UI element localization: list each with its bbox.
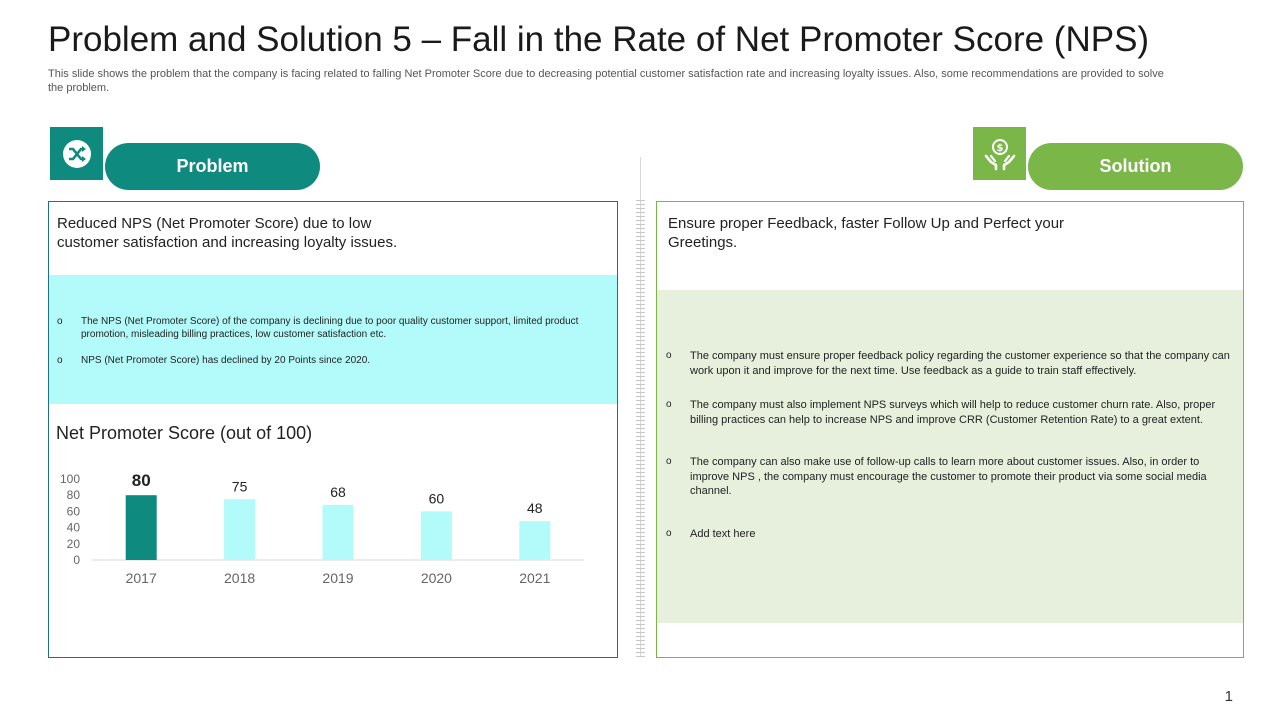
y-tick-label: 40 bbox=[66, 520, 80, 535]
solution-lead: Ensure proper Feedback, faster Follow Up and Perfect your Greetings. bbox=[668, 215, 1065, 251]
x-tick-label: 2019 bbox=[322, 570, 354, 584]
solution-panel bbox=[656, 201, 1244, 658]
problem-panel bbox=[48, 201, 618, 658]
bullet-marker: o bbox=[57, 355, 63, 366]
solution-bullets bbox=[666, 349, 1236, 557]
list-item: o The company can also make use of follow-up calls to learn more about customer issues. Also, in order to improve NPS , the company must encourage the customer to promote their product via some social media channel. bbox=[666, 456, 1207, 497]
page-number: 1 bbox=[1224, 688, 1233, 705]
problem-bullets bbox=[57, 315, 597, 380]
x-tick-label: 2017 bbox=[125, 570, 157, 584]
bar bbox=[126, 495, 157, 560]
bullet-marker: o bbox=[666, 527, 672, 539]
bar bbox=[224, 499, 255, 560]
x-tick-label: 2018 bbox=[224, 570, 256, 584]
y-tick-label: 60 bbox=[66, 504, 80, 519]
data-label: 75 bbox=[231, 478, 248, 495]
list-item: o The company must also implement NPS surveys which will help to reduce customer churn rate. Also, proper billing practices can help to increase NPS and improve CRR (Customer Retention Rate) to a great extent. bbox=[666, 399, 1216, 426]
bar bbox=[421, 511, 452, 560]
bar bbox=[323, 505, 354, 560]
svg-text:$: $ bbox=[996, 142, 1003, 154]
problem-lead: Reduced NPS (Net Promoter Score) due to low customer satisfaction and increasing loyalty issues. bbox=[57, 215, 398, 251]
center-ruler bbox=[636, 200, 645, 657]
nps-bar-chart bbox=[49, 464, 617, 584]
list-item: o Add text here bbox=[666, 527, 756, 540]
list-item: o The NPS (Net Promoter Score) of the company is declining due to poor quality customer support, limited product promotion, misleading billing practices, low customer satisfaction etc. bbox=[57, 316, 579, 340]
bullet-marker: o bbox=[666, 456, 672, 467]
solution-label: Solution bbox=[1028, 143, 1243, 190]
problem-icon-box bbox=[50, 127, 103, 180]
data-label: 48 bbox=[527, 500, 543, 517]
y-tick-label: 0 bbox=[73, 553, 80, 567]
hands-dollar-icon bbox=[982, 136, 1018, 172]
list-item: o NPS (Net Promoter Score) has declined by 20 Points since 2020. bbox=[57, 355, 371, 366]
y-tick-label: 80 bbox=[66, 488, 80, 503]
data-label: 60 bbox=[428, 490, 445, 507]
data-label: 80 bbox=[131, 471, 151, 491]
solution-icon-box bbox=[973, 127, 1026, 180]
slide-title: Problem and Solution 5 – Fall in the Rate of Net Promoter Score (NPS) bbox=[48, 20, 1150, 59]
list-item: o The company must ensure proper feedback policy regarding the customer experience so that the company can work upon it and improve for the next time. Use feedback as a guide to train staff effectively. bbox=[666, 350, 1230, 377]
problem-label: Problem bbox=[105, 143, 320, 190]
slide-subtitle: This slide shows the problem that the company is facing related to falling Net Promoter Score due to decreasing potential customer satisfaction rate and increasing loyalty issues. Also, some recommendations are provided to solve the problem. bbox=[48, 68, 1164, 94]
shuffle-icon bbox=[60, 137, 94, 171]
bullet-marker: o bbox=[57, 316, 63, 327]
bar bbox=[519, 521, 550, 560]
bullet-marker: o bbox=[666, 399, 672, 410]
problem-details-band bbox=[49, 275, 617, 404]
solution-details-band bbox=[657, 290, 1243, 623]
chart-title: Net Promoter Score (out of 100) bbox=[56, 423, 313, 443]
bullet-marker: o bbox=[666, 350, 672, 361]
x-tick-label: 2020 bbox=[420, 570, 452, 584]
data-label: 68 bbox=[330, 483, 346, 500]
y-tick-label: 100 bbox=[59, 472, 80, 486]
y-tick-label: 20 bbox=[66, 536, 80, 551]
x-tick-label: 2021 bbox=[519, 570, 551, 584]
